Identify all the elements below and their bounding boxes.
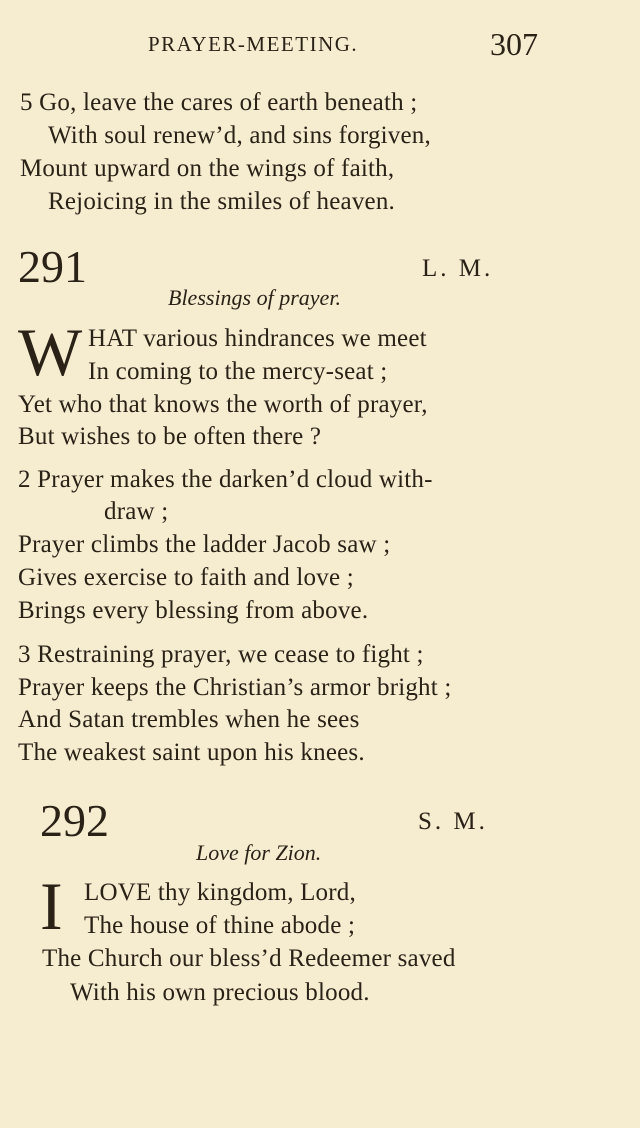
hymn-meter: S. M. xyxy=(418,808,488,835)
running-header: PRAYER-MEETING. xyxy=(148,32,359,56)
verse-line: Mount upward on the wings of faith, xyxy=(20,155,395,182)
hymn-meter: L. M. xyxy=(422,255,494,282)
verse-line: Prayer keeps the Christian’s armor bright ; xyxy=(18,674,452,701)
verse-line: Gives exercise to faith and love ; xyxy=(18,564,354,591)
hymn-number: 291 xyxy=(18,241,87,292)
verse-line: 3 Restraining prayer, we cease to fight ; xyxy=(18,641,424,668)
verse-line: The Church our bless’d Redeemer saved xyxy=(42,945,456,972)
hymn-subtitle: Love for Zion. xyxy=(196,840,322,865)
verse-line: Prayer climbs the ladder Jacob saw ; xyxy=(18,531,391,558)
verse-line: In coming to the mercy-seat ; xyxy=(88,358,388,385)
hymn-subtitle: Blessings of prayer. xyxy=(168,285,341,310)
verse-line: 5 Go, leave the cares of earth beneath ; xyxy=(20,89,418,116)
verse-line: The weakest saint upon his knees. xyxy=(18,739,365,766)
verse-line: Rejoicing in the smiles of heaven. xyxy=(48,188,395,215)
verse-line: 2 Prayer makes the darken’d cloud with- xyxy=(18,466,433,493)
verse-line: draw ; xyxy=(104,498,169,525)
verse-line: HAT various hindrances we meet xyxy=(88,325,427,352)
verse-line: But wishes to be often there ? xyxy=(18,423,322,450)
verse-line: LOVE thy kingdom, Lord, xyxy=(84,879,356,906)
verse-line: And Satan trembles when he sees xyxy=(18,706,360,733)
verse-line: With soul renew’d, and sins forgiven, xyxy=(48,122,431,149)
page-number: 307 xyxy=(490,26,538,62)
verse-line: Brings every blessing from above. xyxy=(18,597,369,624)
drop-cap: I xyxy=(40,868,63,944)
verse-line: The house of thine abode ; xyxy=(84,912,356,939)
verse-line: With his own precious blood. xyxy=(70,979,370,1006)
verse-line: Yet who that knows the worth of prayer, xyxy=(18,391,428,418)
hymn-number: 292 xyxy=(40,795,109,846)
drop-cap: W xyxy=(18,314,83,390)
